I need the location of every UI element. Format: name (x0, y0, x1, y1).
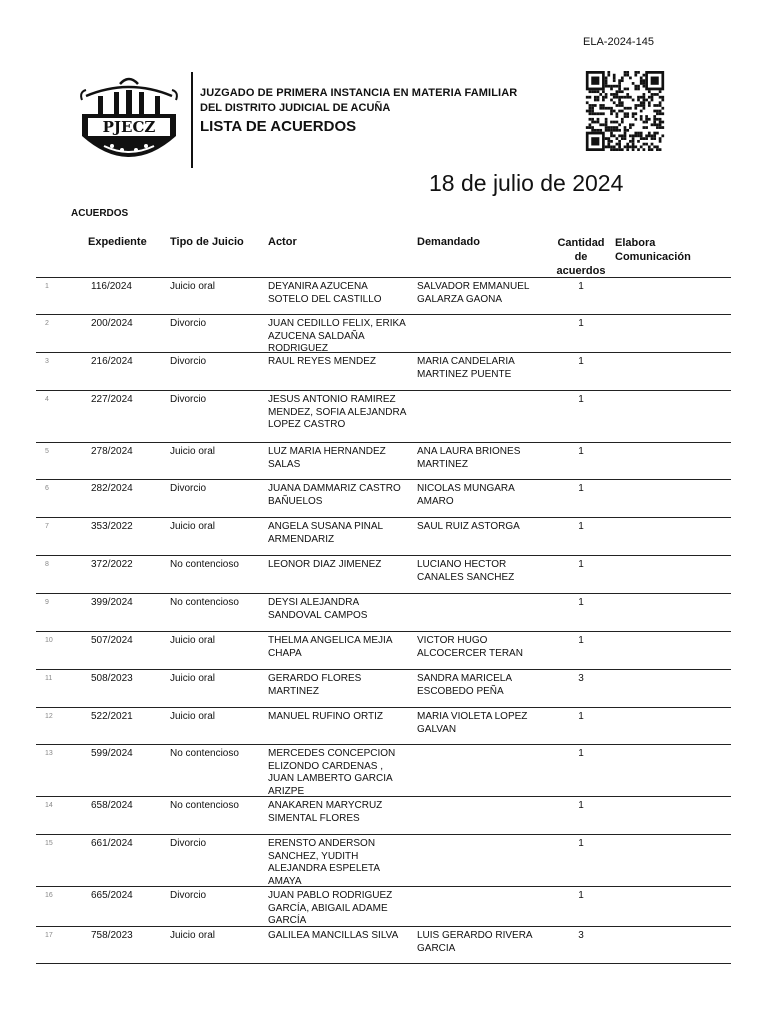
row-number: 11 (45, 675, 53, 682)
table-row (36, 834, 731, 886)
cell-expediente: 658/2024 (91, 800, 133, 811)
table-row (36, 277, 731, 314)
cell-actor: LEONOR DIAZ JIMENEZ (268, 559, 382, 570)
cell-actor: MERCEDES CONCEPCION ELIZONDO CARDENAS , JUAN LAMBERTO GARCIA ARIZPE (268, 748, 396, 797)
col-header-elabora-l2: Comunicación (615, 251, 691, 263)
cell-expediente: 522/2021 (91, 711, 133, 722)
qr-code (576, 71, 674, 151)
list-title: LISTA DE ACUERDOS (200, 118, 357, 135)
cell-cantidad: 1 (578, 748, 584, 759)
cell-tipo: Divorcio (170, 890, 207, 901)
col-header-tipo: Tipo de Juicio (170, 236, 244, 248)
acuerdos-table (36, 277, 731, 964)
cell-tipo: Juicio oral (170, 281, 216, 292)
cell-demandado: NICOLAS MUNGARA AMARO (417, 483, 515, 507)
table-row (36, 744, 731, 796)
table-row (36, 593, 731, 631)
logo-text: PJECZ (102, 118, 156, 136)
document-date: 18 de julio de 2024 (429, 170, 624, 196)
col-header-cantidad-l1: Cantidad (557, 237, 605, 249)
cell-tipo: Juicio oral (170, 446, 216, 457)
table-row (36, 352, 731, 390)
cell-actor: ERENSTO ANDERSON SANCHEZ, YUDITH ALEJANDRA ESPELETA AMAYA (268, 838, 380, 887)
cell-demandado: MARIA VIOLETA LOPEZ GALVAN (417, 711, 528, 735)
row-number: 17 (45, 932, 53, 939)
row-number: 1 (45, 283, 49, 290)
cell-cantidad: 1 (578, 597, 584, 608)
cell-cantidad: 1 (578, 890, 584, 901)
table-row (36, 314, 731, 352)
cell-tipo: No contencioso (170, 559, 239, 570)
cell-expediente: 353/2022 (91, 521, 133, 532)
cell-tipo: Juicio oral (170, 711, 216, 722)
col-header-cantidad-l3: acuerdos (556, 265, 606, 277)
row-number: 4 (45, 396, 49, 403)
table-row (36, 886, 731, 926)
row-number: 13 (45, 750, 53, 757)
cell-tipo: Divorcio (170, 483, 207, 494)
col-header-elabora (615, 236, 691, 264)
cell-cantidad: 1 (578, 521, 584, 532)
table-row (36, 442, 731, 479)
col-header-expediente: Expediente (88, 236, 147, 248)
court-name-line2: DEL DISTRITO JUDICIAL DE ACUÑA (200, 102, 391, 114)
cell-expediente: 661/2024 (91, 838, 133, 849)
cell-actor: ANGELA SUSANA PINAL ARMENDARIZ (268, 521, 383, 545)
cell-expediente: 599/2024 (91, 748, 133, 759)
cell-actor: JUAN PABLO RODRIGUEZ GARCÍA, ABIGAIL ADAME GARCÍA (268, 890, 393, 926)
cell-tipo: Juicio oral (170, 521, 216, 532)
table-row (36, 669, 731, 707)
cell-expediente: 278/2024 (91, 446, 133, 457)
table-row (36, 555, 731, 593)
cell-actor: GALILEA MANCILLAS SILVA (268, 930, 399, 941)
court-name-line1: JUZGADO DE PRIMERA INSTANCIA EN MATERIA FAMILIAR (200, 87, 518, 99)
cell-actor: THELMA ANGELICA MEJIA CHAPA (268, 635, 392, 659)
cell-actor: MANUEL RUFINO ORTIZ (268, 711, 384, 722)
cell-expediente: 508/2023 (91, 673, 133, 684)
cell-expediente: 200/2024 (91, 318, 133, 329)
header-divider (191, 72, 193, 168)
cell-cantidad: 1 (578, 446, 584, 457)
cell-expediente: 282/2024 (91, 483, 133, 494)
cell-demandado: VICTOR HUGO ALCOCERCER TERAN (417, 635, 523, 659)
cell-actor: GERARDO FLORES MARTINEZ (268, 673, 362, 697)
cell-actor: ANAKAREN MARYCRUZ SIMENTAL FLORES (268, 800, 383, 824)
col-header-elabora-l1: Elabora (615, 237, 656, 249)
cell-cantidad: 3 (578, 930, 584, 941)
row-number: 14 (45, 802, 53, 809)
col-header-cantidad-l2: de (574, 251, 588, 263)
cell-expediente: 758/2023 (91, 930, 133, 941)
row-number: 6 (45, 485, 49, 492)
cell-demandado: SALVADOR EMMANUEL GALARZA GAONA (417, 281, 530, 305)
table-row (36, 796, 731, 834)
cell-cantidad: 1 (578, 800, 584, 811)
row-number: 3 (45, 358, 49, 365)
cell-actor: RAUL REYES MENDEZ (268, 356, 376, 367)
cell-demandado: MARIA CANDELARIA MARTINEZ PUENTE (417, 356, 515, 380)
cell-tipo: Divorcio (170, 318, 207, 329)
cell-actor: JESUS ANTONIO RAMIREZ MENDEZ, SOFIA ALEJANDRA LOPEZ CASTRO (268, 394, 406, 430)
cell-expediente: 507/2024 (91, 635, 133, 646)
table-row (36, 390, 731, 442)
court-logo (76, 74, 182, 166)
table-row (36, 926, 731, 964)
cell-demandado: SANDRA MARICELA ESCOBEDO PEÑA (417, 673, 512, 697)
cell-demandado: LUIS GERARDO RIVERA GARCIA (417, 930, 533, 954)
cell-expediente: 116/2024 (91, 281, 132, 292)
table-row (36, 479, 731, 517)
cell-cantidad: 3 (578, 673, 584, 684)
row-number: 10 (45, 637, 53, 644)
cell-expediente: 216/2024 (91, 356, 133, 367)
cell-demandado: SAUL RUIZ ASTORGA (417, 521, 520, 532)
cell-cantidad: 1 (578, 483, 584, 494)
table-row (36, 517, 731, 555)
cell-expediente: 372/2022 (91, 559, 133, 570)
cell-expediente: 665/2024 (91, 890, 133, 901)
cell-cantidad: 1 (578, 635, 584, 646)
cell-tipo: Divorcio (170, 394, 207, 405)
row-number: 9 (45, 599, 49, 606)
cell-cantidad: 1 (578, 838, 584, 849)
cell-tipo: No contencioso (170, 748, 239, 759)
cell-cantidad: 1 (578, 394, 584, 405)
cell-tipo: Divorcio (170, 356, 207, 367)
row-number: 7 (45, 523, 49, 530)
cell-cantidad: 1 (578, 356, 584, 367)
row-number: 2 (45, 320, 49, 327)
row-number: 5 (45, 448, 49, 455)
section-label: ACUERDOS (71, 208, 129, 219)
cell-tipo: Juicio oral (170, 673, 216, 684)
cell-demandado: LUCIANO HECTOR CANALES SANCHEZ (417, 559, 515, 583)
cell-cantidad: 1 (578, 281, 584, 292)
col-header-demandado: Demandado (417, 236, 480, 248)
cell-tipo: No contencioso (170, 597, 239, 608)
cell-cantidad: 1 (578, 711, 584, 722)
cell-cantidad: 1 (578, 318, 584, 329)
cell-tipo: Divorcio (170, 838, 207, 849)
col-header-cantidad (552, 236, 610, 278)
row-number: 8 (45, 561, 49, 568)
cell-actor: DEYANIRA AZUCENA SOTELO DEL CASTILLO (268, 281, 382, 305)
cell-expediente: 227/2024 (91, 394, 133, 405)
col-header-actor: Actor (268, 236, 297, 248)
cell-actor: JUAN CEDILLO FELIX, ERIKA AZUCENA SALDAÑA RODRIGUEZ (268, 318, 406, 354)
table-row (36, 631, 731, 669)
document-code: ELA-2024-145 (583, 36, 654, 48)
cell-expediente: 399/2024 (91, 597, 133, 608)
row-number: 16 (45, 892, 53, 899)
cell-actor: LUZ MARIA HERNANDEZ SALAS (268, 446, 386, 470)
cell-actor: JUANA DAMMARIZ CASTRO BAÑUELOS (268, 483, 401, 507)
cell-tipo: Juicio oral (170, 930, 216, 941)
cell-tipo: Juicio oral (170, 635, 216, 646)
cell-cantidad: 1 (578, 559, 584, 570)
cell-actor: DEYSI ALEJANDRA SANDOVAL CAMPOS (268, 597, 368, 621)
row-number: 12 (45, 713, 53, 720)
cell-demandado: ANA LAURA BRIONES MARTINEZ (417, 446, 521, 470)
row-number: 15 (45, 840, 53, 847)
table-row (36, 707, 731, 744)
cell-tipo: No contencioso (170, 800, 239, 811)
